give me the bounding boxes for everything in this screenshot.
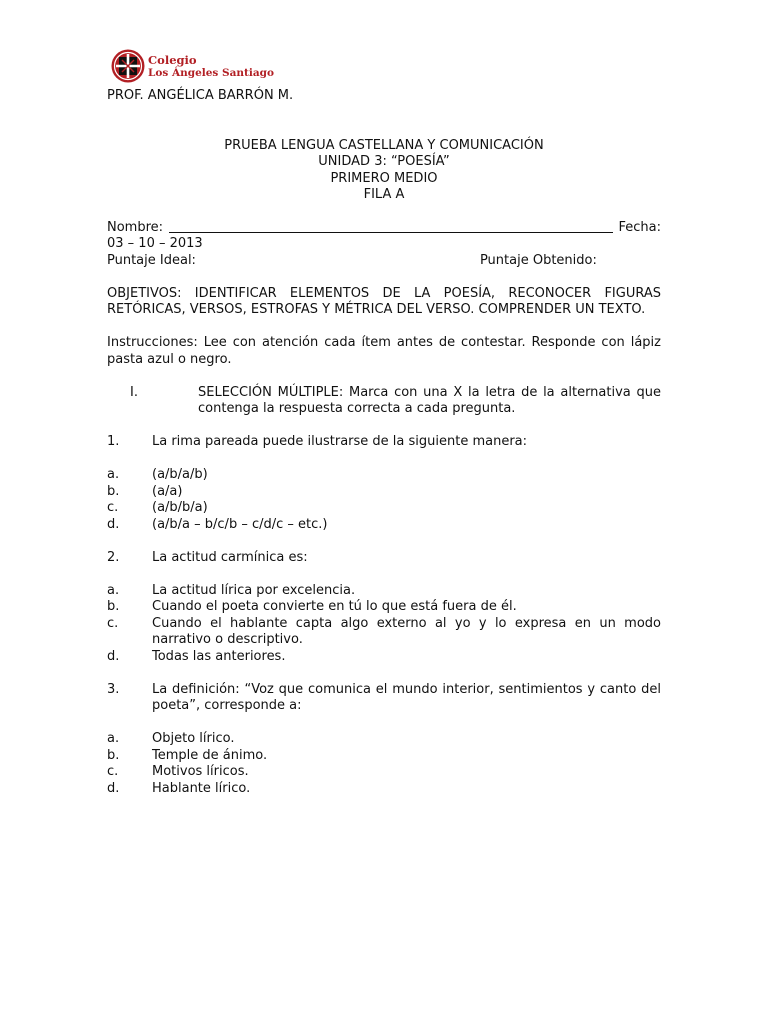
answer-option[interactable] xyxy=(107,649,661,666)
question-text: La actitud carmínica es: xyxy=(152,549,308,565)
option-text: Hablante lírico. xyxy=(152,780,251,796)
nombre-label: Nombre: xyxy=(107,219,164,235)
instructions-paragraph: Instrucciones: Lee con atención cada ítem antes de contestar. Responde con lápiz pasta azul o negro. xyxy=(107,335,661,367)
puntaje-ideal-label: Puntaje Ideal: xyxy=(107,252,196,268)
question-number: 3. xyxy=(107,681,120,697)
option-text: (a/b/b/a) xyxy=(152,500,208,515)
option-text: Cuando el poeta convierte en tú lo que está fuera de él. xyxy=(152,599,517,614)
option-text: Temple de ánimo. xyxy=(152,747,268,763)
option-letter: c. xyxy=(107,615,119,631)
option-letter: b. xyxy=(107,599,120,614)
option-text: La actitud lírica por excelencia. xyxy=(152,582,356,598)
title-line-3: PRIMERO MEDIO xyxy=(330,170,438,186)
option-letter: a. xyxy=(107,582,120,598)
title-line-4: FILA A xyxy=(363,187,405,202)
answer-option[interactable] xyxy=(107,764,661,781)
option-text: (a/b/a/b) xyxy=(152,467,208,482)
option-letter: d. xyxy=(107,516,120,532)
exam-date: 03 – 10 – 2013 xyxy=(107,236,203,251)
answer-option[interactable] xyxy=(107,781,661,798)
question-number: 1. xyxy=(107,434,120,449)
school-name-line2: Los Ángeles Santiago xyxy=(148,66,274,79)
answer-option[interactable] xyxy=(107,517,661,534)
section-heading xyxy=(107,385,661,418)
option-text: (a/b/a – b/c/b – c/d/c – etc.) xyxy=(152,516,328,532)
answer-option[interactable] xyxy=(107,731,661,748)
answer-option[interactable] xyxy=(107,616,661,649)
objectives-paragraph: OBJETIVOS: IDENTIFICAR ELEMENTOS DE LA POESÍA, RECONOCER FIGURAS RETÓRICAS, VERSOS, ESTROFAS Y MÉTRICA DEL VERSO. COMPRENDER UN TEXTO. xyxy=(107,285,661,317)
answer-option[interactable] xyxy=(107,748,661,765)
question-list xyxy=(107,418,661,798)
option-letter: b. xyxy=(107,747,120,763)
answer-option[interactable] xyxy=(107,484,661,501)
option-letter: d. xyxy=(107,648,120,664)
fecha-label: Fecha: xyxy=(618,219,661,235)
option-letter: c. xyxy=(107,764,119,779)
school-logo xyxy=(107,44,661,88)
exam-title xyxy=(107,138,661,204)
option-text: Todas las anteriores. xyxy=(152,648,286,664)
title-line-1: PRUEBA LENGUA CASTELLANA Y COMUNICACIÓN xyxy=(224,137,544,153)
school-crest-icon xyxy=(110,48,146,84)
name-blank-line[interactable] xyxy=(169,220,612,234)
option-letter: c. xyxy=(107,500,119,515)
question-item xyxy=(107,682,661,715)
school-name-line1: Colegio xyxy=(148,52,197,67)
question-text: La rima pareada puede ilustrarse de la siguiente manera: xyxy=(152,434,528,449)
option-text: (a/a) xyxy=(152,483,183,499)
exam-page xyxy=(107,44,661,797)
score-row xyxy=(107,253,661,270)
option-letter: a. xyxy=(107,731,120,746)
answer-option[interactable] xyxy=(107,500,661,517)
question-item xyxy=(107,434,661,451)
answer-option[interactable] xyxy=(107,467,661,484)
answer-option[interactable] xyxy=(107,599,661,616)
professor-name: PROF. ANGÉLICA BARRÓN M. xyxy=(107,88,294,103)
option-text: Cuando el hablante capta algo externo al yo y lo expresa en un modo narrativo o descriptivo. xyxy=(152,615,661,647)
title-line-2: UNIDAD 3: “POESÍA” xyxy=(318,154,450,169)
option-letter: a. xyxy=(107,467,120,482)
puntaje-obtenido-label: Puntaje Obtenido: xyxy=(479,252,597,268)
option-letter: d. xyxy=(107,780,120,796)
question-text: La definición: “Voz que comunica el mundo interior, sentimientos y canto del poeta”, corresponde a: xyxy=(152,681,661,713)
option-text: Motivos líricos. xyxy=(152,764,249,779)
name-date-row xyxy=(107,220,661,237)
option-letter: b. xyxy=(107,483,120,499)
section-text: SELECCIÓN MÚLTIPLE: Marca con una X la letra de la alternativa que contenga la respuesta correcta a cada pregunta. xyxy=(198,384,661,416)
option-text: Objeto lírico. xyxy=(152,731,235,746)
section-number: I. xyxy=(130,384,138,400)
answer-option[interactable] xyxy=(107,583,661,600)
question-item xyxy=(107,550,661,567)
question-number: 2. xyxy=(107,549,120,565)
